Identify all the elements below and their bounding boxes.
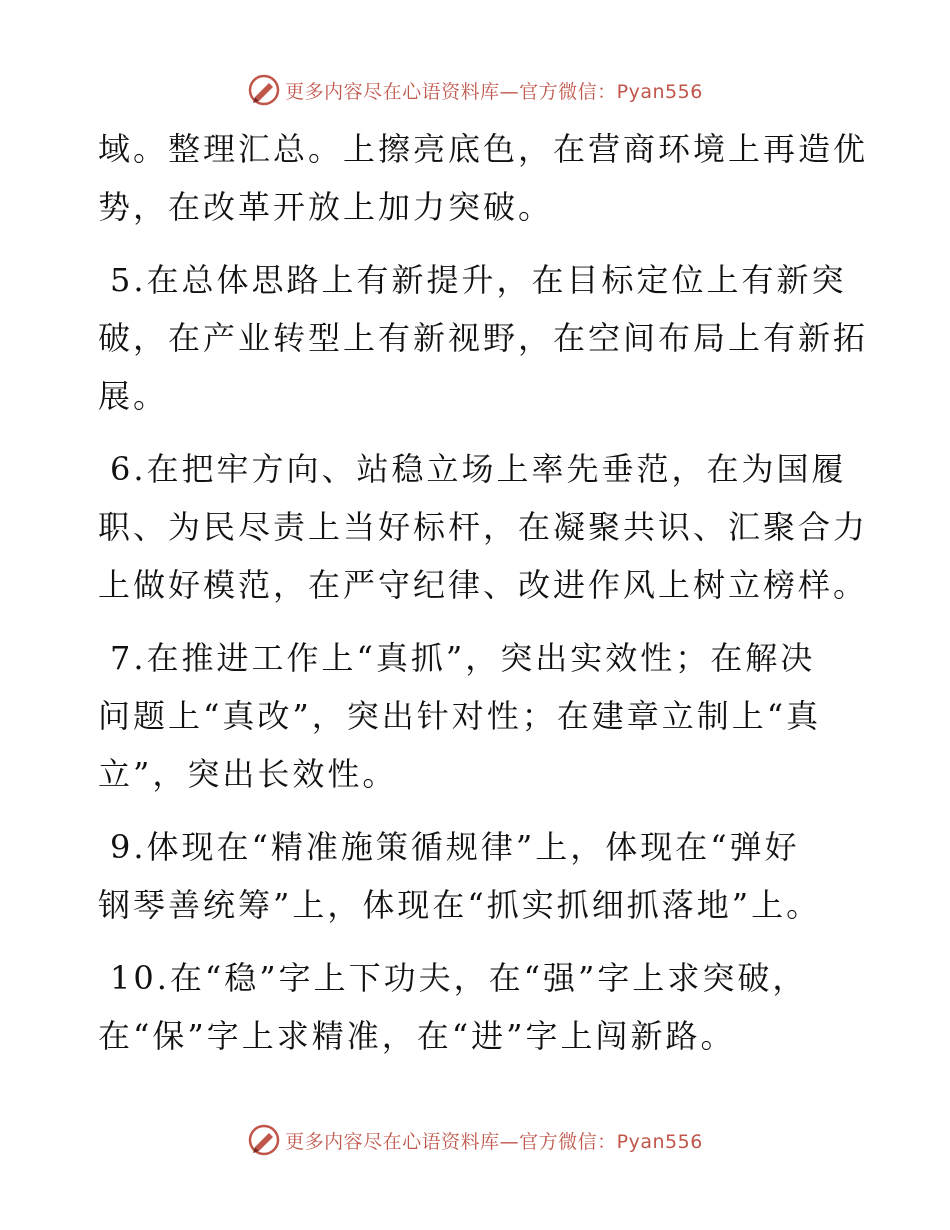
pen-logo-icon	[247, 1123, 281, 1157]
text-line: 9.体现在“精准施策循规律”上，体现在“弹好	[110, 828, 800, 866]
watermark-text: 更多内容尽在心语资料库—官方微信：Pyan556	[285, 1130, 703, 1153]
text-line: 5.在总体思路上有新提升，在目标定位上有新突	[110, 261, 847, 299]
text-line: 职、为民尽责上当好标杆，在凝聚共识、汇聚合力	[98, 508, 869, 546]
text-line: 立”，突出长效性。	[98, 755, 398, 793]
text-line: 问题上“真改”，突出针对性；在建章立制上“真	[98, 697, 822, 735]
text-line: 域。整理汇总。上擦亮底色，在营商环境上再造优	[98, 130, 869, 168]
paragraph	[98, 120, 869, 236]
text-line: 钢琴善统筹”上，体现在“抓实抓细抓落地”上。	[98, 886, 822, 924]
paragraph	[98, 818, 850, 934]
text-line: 7.在推进工作上“真抓”，突出实效性；在解决	[110, 639, 816, 677]
text-line: 6.在把牢方向、站稳立场上率先垂范，在为国履	[110, 450, 847, 488]
text-line: 10.在“稳”字上下功夫，在“强”字上求突破，	[110, 959, 808, 997]
text-line: 势，在改革开放上加力突破。	[98, 188, 554, 226]
header-watermark-banner	[0, 70, 950, 110]
paragraph	[98, 251, 869, 425]
paragraph	[98, 440, 869, 614]
paragraph	[98, 949, 850, 1065]
document-body	[98, 120, 869, 1080]
pen-logo-icon	[247, 73, 281, 107]
text-line: 在“保”字上求精准，在“进”字上闯新路。	[98, 1017, 736, 1055]
text-line: 上做好模范，在严守纪律、改进作风上树立榜样。	[98, 566, 869, 604]
text-line: 展。	[98, 377, 169, 415]
paragraph	[98, 629, 850, 803]
watermark-text: 更多内容尽在心语资料库—官方微信：Pyan556	[285, 80, 703, 103]
footer-watermark-banner	[0, 1120, 950, 1160]
text-line: 破，在产业转型上有新视野，在空间布局上有新拓	[98, 319, 869, 357]
